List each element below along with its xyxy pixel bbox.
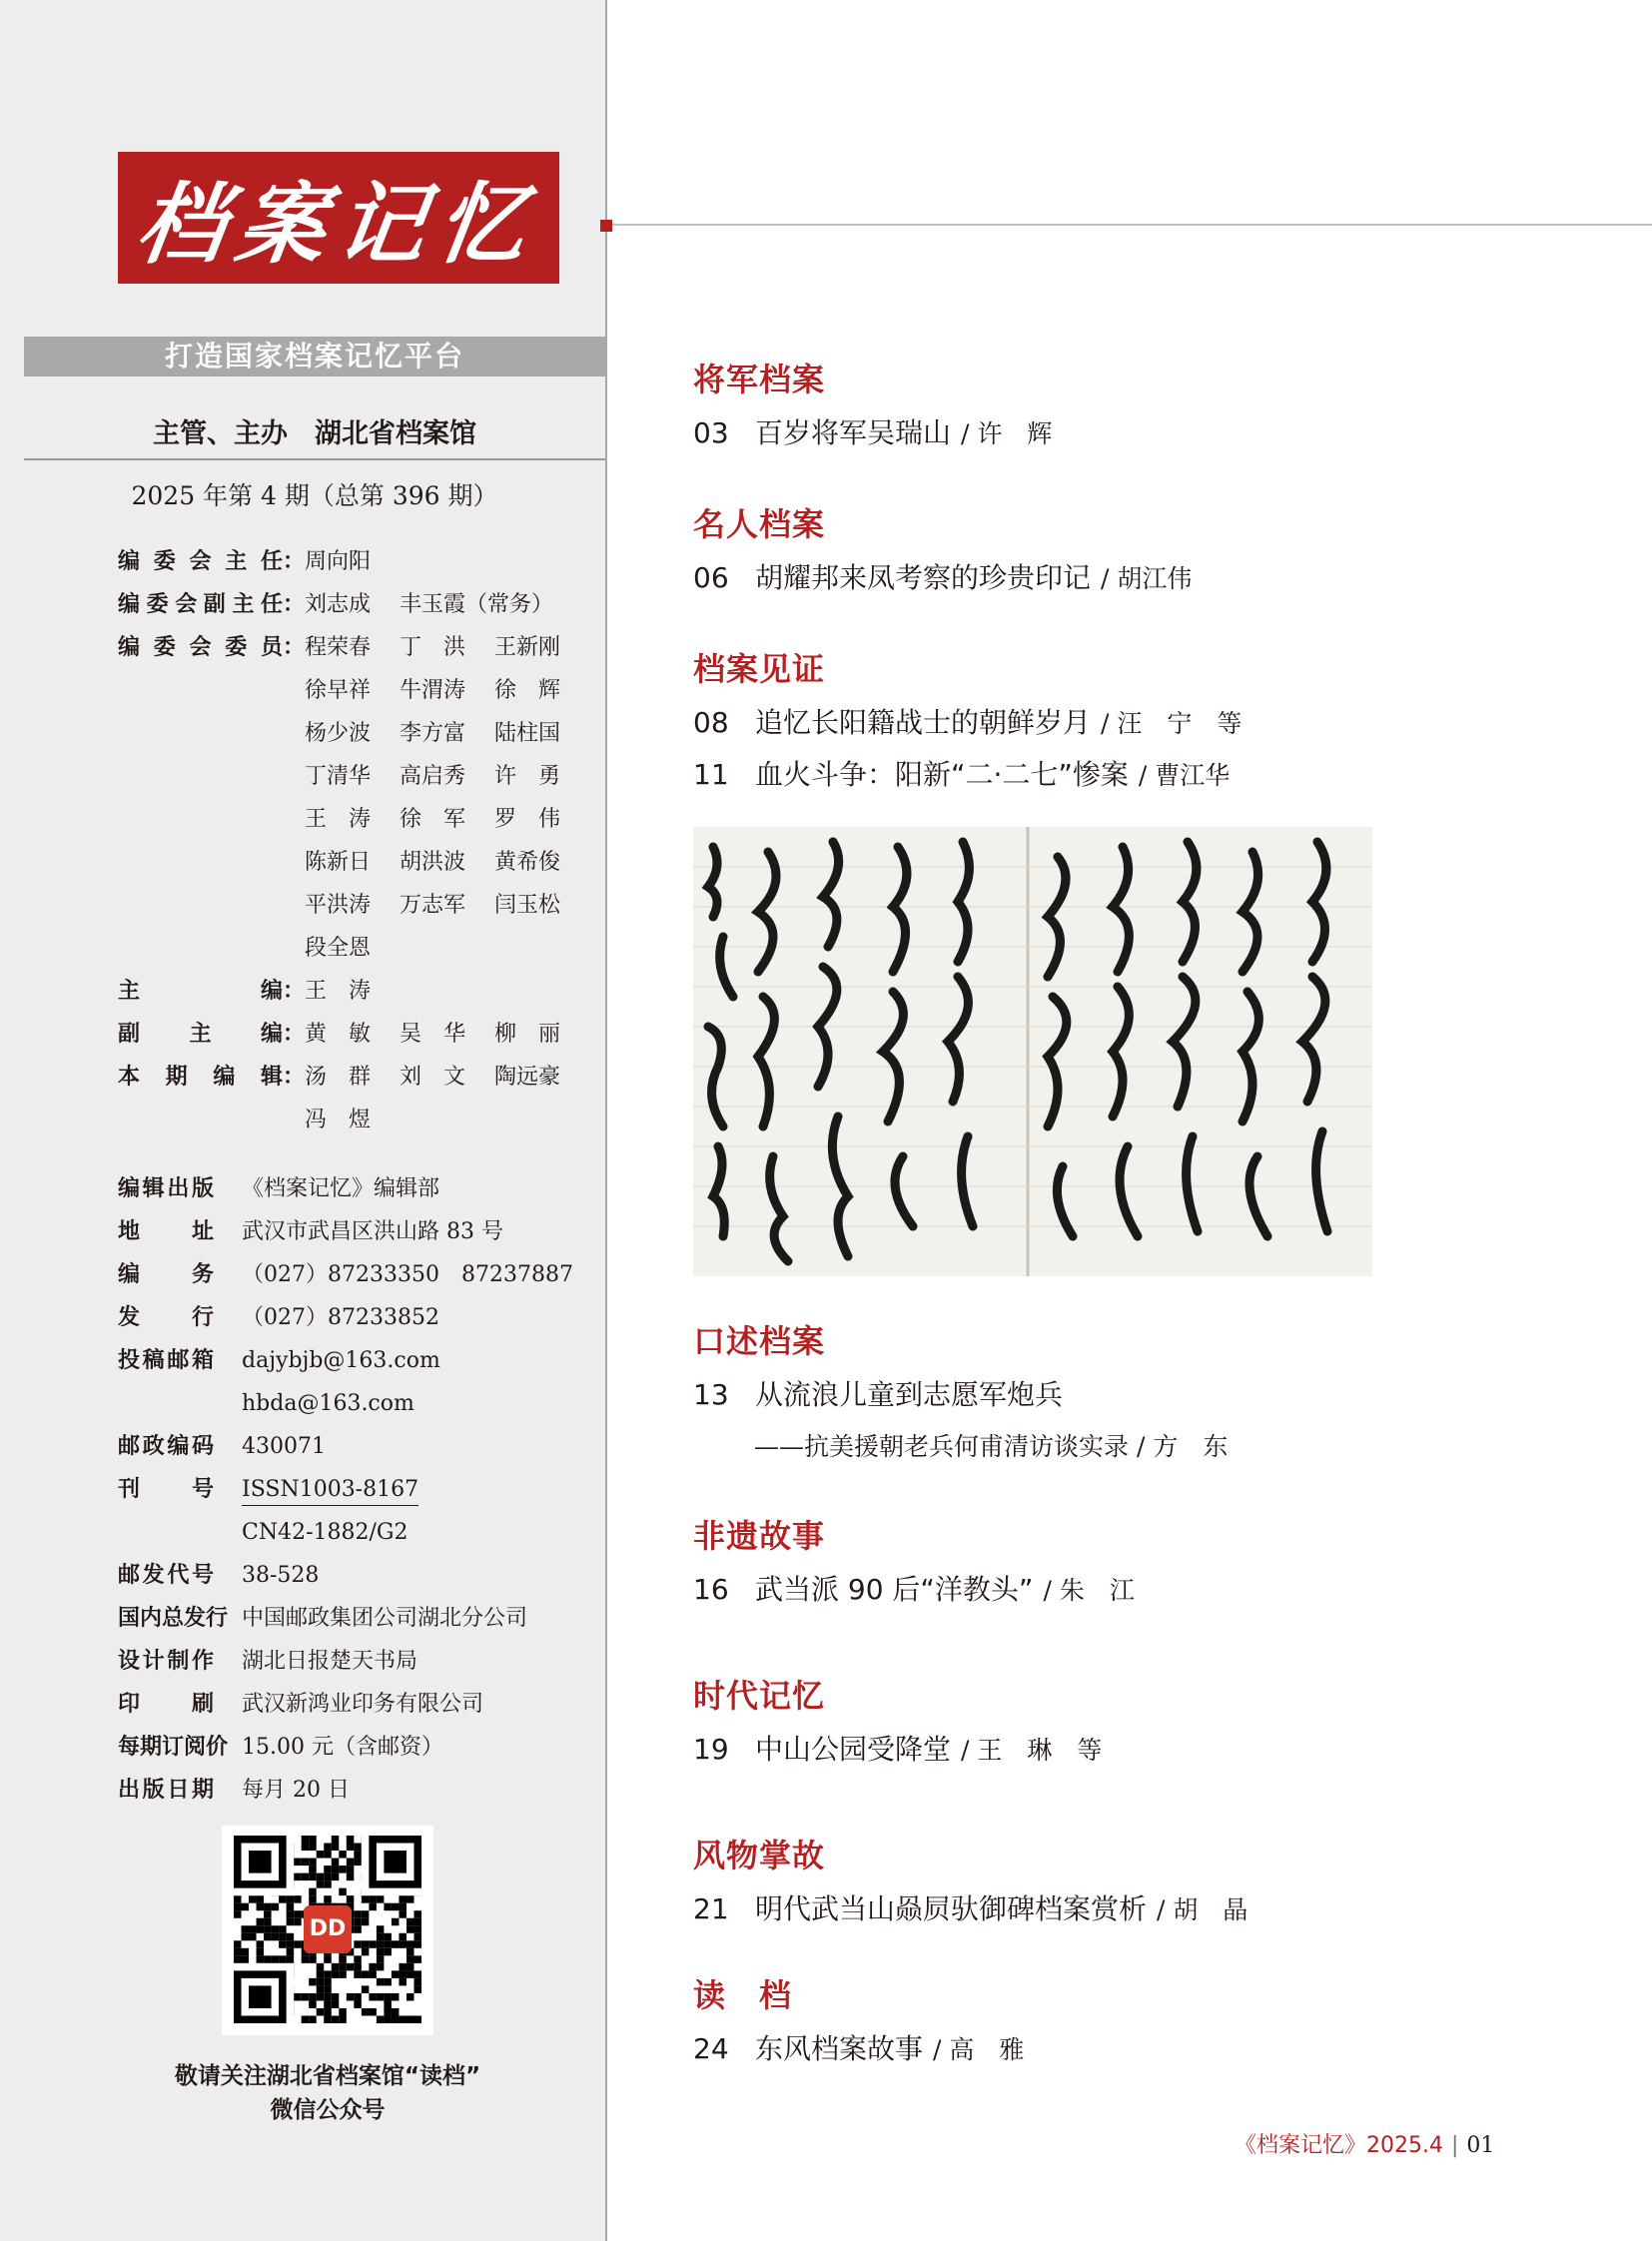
publication-row xyxy=(118,1561,320,1591)
editorial-label: 副主编 xyxy=(118,1022,283,1047)
editorial-colon xyxy=(283,678,305,703)
logo-text: 档案记忆 xyxy=(130,172,545,276)
publication-value: ISSN1003-8167 xyxy=(242,1475,418,1506)
editor-name: 平洪涛 xyxy=(305,893,372,918)
editorial-row xyxy=(118,547,400,577)
editor-name: 段全恩 xyxy=(305,936,372,961)
entry-title: 追忆长阳籍战士的朝鲜岁月 xyxy=(755,706,1092,739)
toc-entry xyxy=(693,1568,1135,1608)
publication-value: 每月 20 日 xyxy=(242,1778,350,1803)
entry-title: 血火斗争：阳新“二·二七”惨案 xyxy=(755,758,1129,791)
editorial-label: 编委会委员 xyxy=(118,635,283,660)
publication-label: 编务 xyxy=(118,1262,214,1287)
editorial-colon: ： xyxy=(283,979,306,1004)
editor-name: 刘志成 xyxy=(305,592,372,617)
top-rule xyxy=(612,224,1652,226)
editorial-names xyxy=(305,721,589,746)
publication-value: 湖北日报楚天书局 xyxy=(242,1649,418,1674)
editor-name: 程荣春 xyxy=(305,635,372,660)
qr-code[interactable] xyxy=(222,1826,433,2035)
editorial-colon: ： xyxy=(283,1065,306,1090)
editor-name: 牛渭涛 xyxy=(400,678,466,703)
editorial-label: 编委会主任 xyxy=(118,549,283,574)
toc-entry xyxy=(693,1887,1247,1927)
accent-square xyxy=(600,220,612,232)
editorial-colon xyxy=(283,936,305,961)
section-heading: 档案见证 xyxy=(693,650,826,688)
editorial-row xyxy=(118,719,589,749)
editorial-label: 主编 xyxy=(118,979,283,1004)
editor-name: 丁 洪 xyxy=(400,635,466,660)
qr-caption: 敬请关注湖北省档案馆“读档” xyxy=(174,2063,481,2089)
section-heading: 非遗故事 xyxy=(693,1517,826,1555)
publication-row xyxy=(118,1260,573,1290)
publication-row xyxy=(118,1518,409,1548)
editor-name: 万志军 xyxy=(400,893,466,918)
entry-page: 16 xyxy=(693,1573,729,1606)
editor-name: 李方富 xyxy=(400,721,466,746)
section-heading: 名人档案 xyxy=(693,505,826,543)
editorial-names xyxy=(305,1108,400,1132)
calligraphy-strokes xyxy=(693,827,1372,1276)
entry-page: 19 xyxy=(693,1733,729,1766)
editorial-names xyxy=(305,893,589,918)
editorial-colon xyxy=(283,850,305,875)
entry-author: / 王 琳 等 xyxy=(961,1736,1103,1765)
publication-row xyxy=(118,1604,528,1634)
editorial-names xyxy=(305,549,400,574)
editor-name: 柳 丽 xyxy=(494,1022,561,1047)
editor-name: 罗 伟 xyxy=(494,807,561,832)
publication-row xyxy=(118,1475,419,1505)
editorial-names xyxy=(305,850,589,875)
entry-page: 06 xyxy=(693,561,729,594)
editorial-names xyxy=(305,1022,589,1047)
editor-name: 王 涛 xyxy=(305,979,372,1004)
publication-label: 发行 xyxy=(118,1305,214,1330)
editorial-names xyxy=(305,635,589,660)
publication-value: 38-528 xyxy=(242,1563,320,1588)
toc-entry xyxy=(693,1373,1073,1413)
entry-page: 13 xyxy=(693,1378,729,1411)
entry-page: 21 xyxy=(693,1892,729,1925)
slogan-banner: 打造国家档案记忆平台 xyxy=(24,337,605,376)
editorial-label: 编委会副主任 xyxy=(118,592,283,617)
editor-name: 徐早祥 xyxy=(305,678,372,703)
editor-name: 汤 群 xyxy=(305,1065,372,1090)
editorial-names xyxy=(305,1065,589,1090)
publication-label: 设计制作 xyxy=(118,1649,214,1674)
editorial-row xyxy=(118,590,554,620)
divider xyxy=(24,458,605,460)
editor-name: 王 涛 xyxy=(305,807,372,832)
publication-value: hbda@163.com xyxy=(242,1391,414,1416)
entry-subtitle: ——抗美援朝老兵何甫清访谈实录 / 方 东 xyxy=(754,1432,1229,1461)
entry-title: 百岁将军吴瑞山 xyxy=(755,416,952,449)
publication-value: 武汉市武昌区洪山路 83 号 xyxy=(242,1219,503,1244)
editorial-colon xyxy=(283,1108,305,1132)
editorial-names xyxy=(305,936,400,961)
entry-author: / 朱 江 xyxy=(1043,1576,1135,1605)
editor-name: 徐 辉 xyxy=(494,678,561,703)
editorial-row xyxy=(118,977,400,1007)
entry-author: / 高 雅 xyxy=(933,2035,1025,2064)
editor-name: 周向阳 xyxy=(305,549,372,574)
entry-author: / 许 辉 xyxy=(961,419,1053,448)
section-heading: 口述档案 xyxy=(693,1322,826,1360)
toc-entry xyxy=(693,701,1241,741)
entry-title: 武当派 90 后“洋教头” xyxy=(755,1573,1034,1606)
issue-number: 2025 年第 4 期（总第 396 期） xyxy=(131,481,498,510)
footer-separator: | xyxy=(1450,2133,1459,2158)
publication-row xyxy=(118,1174,440,1204)
editor-name: 王新刚 xyxy=(494,635,561,660)
editor-name: 丁清华 xyxy=(305,764,372,789)
editorial-names xyxy=(305,592,554,617)
editor-name: 丰玉霞（常务） xyxy=(400,592,554,617)
qr-logo-badge: DD xyxy=(304,1905,352,1953)
editorial-row xyxy=(118,1063,589,1093)
section-heading: 读 档 xyxy=(693,1976,793,2014)
editorial-row xyxy=(118,762,589,792)
publication-value: （027）87233852 xyxy=(242,1305,439,1330)
publication-label: 邮政编码 xyxy=(118,1434,214,1459)
section-heading: 将军档案 xyxy=(693,361,826,398)
entry-author: / 曹江华 xyxy=(1138,761,1231,790)
publication-value: 430071 xyxy=(242,1434,326,1459)
entry-author: / 汪 宁 等 xyxy=(1101,709,1242,738)
editor-name: 黄 敏 xyxy=(305,1022,372,1047)
editor-name: 高启秀 xyxy=(400,764,466,789)
publication-row xyxy=(118,1733,443,1763)
publication-label: 国内总发行 xyxy=(118,1606,229,1631)
editorial-row xyxy=(118,633,589,663)
publication-value: 15.00 元（含邮资） xyxy=(242,1735,443,1760)
editorial-row xyxy=(118,805,589,835)
footer-magazine: 《档案记忆》2025.4 xyxy=(1235,2133,1443,2158)
masthead-sidebar xyxy=(0,0,607,2241)
toc-entry xyxy=(693,753,1230,793)
editor-name: 陆柱国 xyxy=(494,721,561,746)
publication-label: 刊号 xyxy=(118,1477,214,1502)
section-heading: 风物掌故 xyxy=(693,1837,826,1874)
publication-label: 编辑出版 xyxy=(118,1176,214,1201)
magazine-logo xyxy=(118,152,559,284)
page-footer xyxy=(1235,2128,1494,2159)
toc-entry xyxy=(693,1728,1102,1768)
editorial-names xyxy=(305,807,589,832)
editorial-colon xyxy=(283,807,305,832)
publication-row xyxy=(118,1776,350,1806)
editorial-colon xyxy=(283,764,305,789)
editorial-colon: ： xyxy=(283,592,306,617)
page-number: 01 xyxy=(1466,2133,1495,2158)
entry-title: 从流浪儿童到志愿军炮兵 xyxy=(755,1378,1064,1411)
publication-row xyxy=(118,1346,440,1376)
editorial-colon: ： xyxy=(283,635,306,660)
entry-page: 08 xyxy=(693,706,729,739)
entry-title: 胡耀邦来凤考察的珍贵印记 xyxy=(755,561,1092,594)
editor-name: 许 勇 xyxy=(494,764,561,789)
editorial-row xyxy=(118,1020,589,1050)
editorial-colon: ： xyxy=(283,1022,306,1047)
editor-name: 吴 华 xyxy=(400,1022,466,1047)
editor-name: 冯 煜 xyxy=(305,1108,372,1132)
editorial-row xyxy=(118,934,400,964)
editorial-row xyxy=(118,848,589,878)
toc-entry xyxy=(693,556,1192,596)
entry-title: 明代武当山赑屃驮御碑档案赏析 xyxy=(755,1892,1148,1925)
publication-value: 《档案记忆》编辑部 xyxy=(242,1176,440,1201)
editor-name: 闫玉松 xyxy=(494,893,561,918)
editorial-row xyxy=(118,676,589,706)
editorial-row xyxy=(118,1106,400,1135)
toc-entry xyxy=(693,2027,1024,2067)
toc-entry xyxy=(693,411,1052,451)
publication-label: 每期订阅价 xyxy=(118,1735,229,1760)
publication-row xyxy=(118,1389,414,1419)
publication-value: dajybjb@163.com xyxy=(242,1348,440,1373)
editor-name: 胡洪波 xyxy=(400,850,466,875)
publication-value: （027）87233350 87237887 xyxy=(242,1262,573,1287)
editorial-names xyxy=(305,764,589,789)
calligraphy-image xyxy=(693,827,1372,1276)
publication-row xyxy=(118,1217,503,1247)
editorial-colon: ： xyxy=(283,549,306,574)
publication-label: 投稿邮箱 xyxy=(118,1348,214,1373)
entry-title: 中山公园受降堂 xyxy=(755,1733,952,1766)
entry-author: / 胡江伟 xyxy=(1101,564,1193,593)
qr-caption-2: 微信公众号 xyxy=(270,2097,386,2123)
entry-title: 东风档案故事 xyxy=(755,2032,924,2065)
publication-row xyxy=(118,1690,484,1720)
editor-name: 陶远豪 xyxy=(494,1065,561,1090)
editorial-names xyxy=(305,979,400,1004)
editorial-colon xyxy=(283,721,305,746)
publication-label: 出版日期 xyxy=(118,1778,214,1803)
publication-value: CN42-1882/G2 xyxy=(242,1520,409,1545)
editorial-label: 本期编辑 xyxy=(118,1065,283,1090)
editorial-row xyxy=(118,891,589,921)
editor-name: 徐 军 xyxy=(400,807,466,832)
publication-row xyxy=(118,1303,439,1333)
publication-row xyxy=(118,1432,326,1462)
editor-name: 陈新日 xyxy=(305,850,372,875)
editor-name: 刘 文 xyxy=(400,1065,466,1090)
publication-label: 邮发代号 xyxy=(118,1563,214,1588)
editorial-names xyxy=(305,678,589,703)
entry-page: 24 xyxy=(693,2032,729,2065)
publication-value: 中国邮政集团公司湖北分公司 xyxy=(242,1606,528,1631)
editor-name: 杨少波 xyxy=(305,721,372,746)
editorial-colon xyxy=(283,893,305,918)
entry-author: / 胡 晶 xyxy=(1157,1895,1248,1924)
sponsor-line: 主管、主办 湖北省档案馆 xyxy=(153,418,476,449)
publication-row xyxy=(118,1647,418,1677)
publication-label: 印刷 xyxy=(118,1692,214,1717)
publication-label: 地址 xyxy=(118,1219,214,1244)
editor-name: 黄希俊 xyxy=(494,850,561,875)
entry-page: 03 xyxy=(693,416,729,449)
section-heading: 时代记忆 xyxy=(693,1677,826,1715)
publication-value: 武汉新鸿业印务有限公司 xyxy=(242,1692,484,1717)
entry-page: 11 xyxy=(693,758,729,791)
